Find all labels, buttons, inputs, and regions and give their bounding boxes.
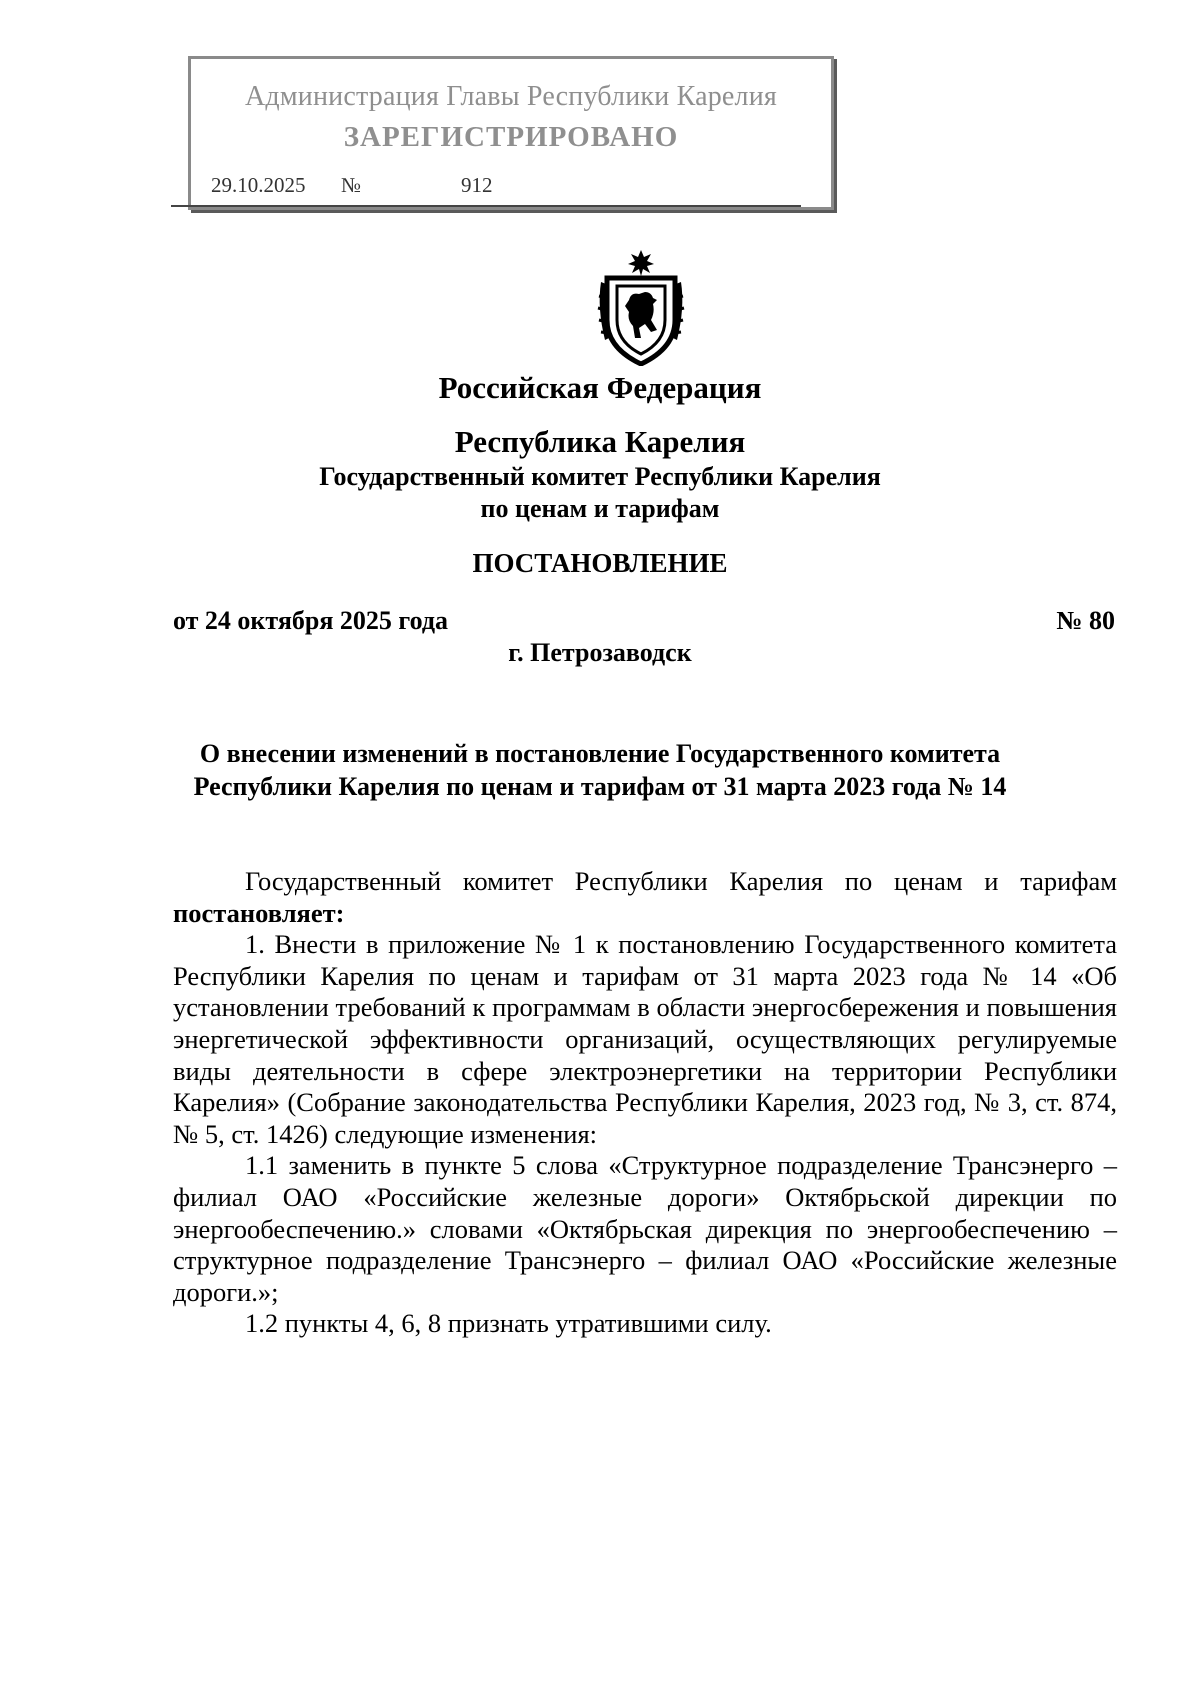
karelia-coat-of-arms-icon: [595, 248, 687, 366]
stamp-registration-line: [171, 173, 801, 207]
document-body: [173, 866, 1117, 1340]
document-city: г. Петрозаводск: [508, 638, 692, 667]
subject-line-2: Республики Карелия по ценам и тарифам от 31 марта 2023 года № 14: [193, 772, 1007, 801]
stamp-number: 912: [461, 173, 493, 197]
intro-resolves: постановляет:: [173, 897, 345, 928]
intro-paragraph: [173, 866, 1117, 929]
committee-title-line2: по ценам и тарифам: [480, 494, 720, 523]
stamp-organization: Администрация Главы Республики Карелия: [245, 81, 777, 112]
document-type: ПОСТАНОВЛЕНИЕ: [472, 548, 728, 578]
republic-title: Республика Карелия: [454, 424, 746, 459]
committee-title-line1: Государственный комитет Республики Карелия: [319, 462, 881, 491]
item-1-2-paragraph: 1.2 пункты 4, 6, 8 признать утратившими силу.: [245, 1308, 772, 1339]
document-date: от 24 октября 2025 года: [173, 606, 448, 635]
item-1-1-paragraph: 1.1 заменить в пункте 5 слова «Структурное подразделение Трансэнерго – филиал ОАО «Российские железные дороги» Октябрьской дирекции по энергообеспечению.» словами «Октябрьская дирекция по энергообеспечению – структурное подразделение Трансэнерго – филиал ОАО «Российские железные дороги.»;: [173, 1150, 1117, 1307]
stamp-number-label: №: [341, 173, 362, 197]
stamp-status: ЗАРЕГИСТРИРОВАНО: [343, 121, 679, 153]
stamp-date: 29.10.2025: [211, 173, 306, 197]
subject-line-1: О внесении изменений в постановление Государственного комитета: [199, 739, 1001, 768]
document-subject: [0, 737, 1200, 803]
registration-stamp: [188, 56, 834, 210]
item-1-paragraph: 1. Внести в приложение № 1 к постановлению Государственного комитета Республики Карелия по ценам и тарифам от 31 марта 2023 года № 14 «Об установлении требований к программам в области энергосбережения и повышения энергетической эффективности организаций, осуществляющих регулируемые виды деятельности в сфере электроэнергетики на территории Республики Карелия» (Собрание законодательства Республики Карелия, 2023 год, № 3, ст. 874, № 5, ст. 1426) следующие изменения:: [173, 929, 1117, 1149]
country-title: Российская Федерация: [438, 370, 762, 405]
document-number: № 80: [1056, 606, 1115, 635]
intro-text: Государственный комитет Республики Карелия по ценам и тарифам: [245, 866, 1117, 896]
